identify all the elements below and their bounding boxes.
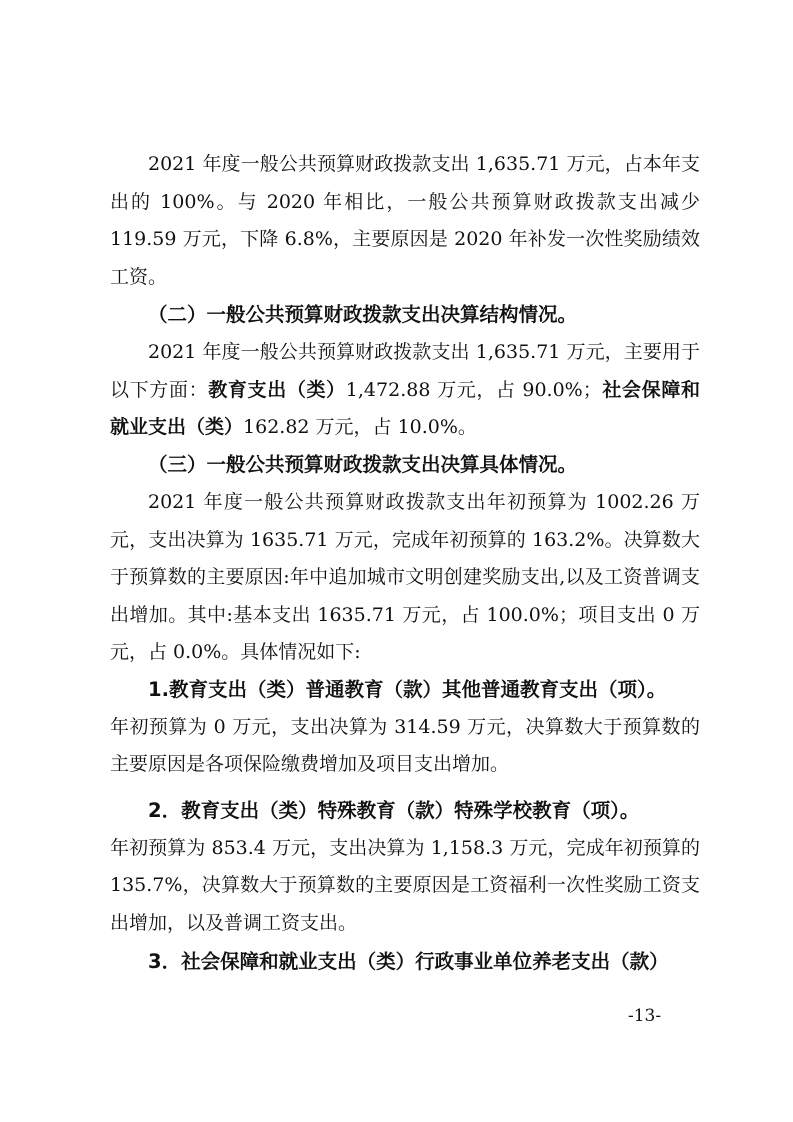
- item-text: 年初预算为 853.4 万元，支出决算为 1,158.3 万元，完成年初预算的 135.7%，决算数大于预算数的主要原因是工资福利一次性奖励工资支出增加，以及普调工资支出。: [110, 836, 700, 934]
- paragraph-expenditure-summary: [110, 146, 700, 296]
- item-heading: 1.教育支出（类）普通教育（款）其他普通教育支出（项）。: [148, 678, 667, 701]
- item-heading: 3．社会保障和就业支出（类）行政事业单位养老支出（款）: [148, 950, 669, 973]
- bold-category-education: 教育支出（类）: [208, 378, 346, 401]
- paragraph-text: 2021 年度一般公共预算财政拨款支出年初预算为 1002.26 万元，支出决算为 1635.71 万元，完成年初预算的 163.2%。决算数大于预算数的主要原因:年中追加城市文明创建奖励支出,以及工资普调支出增加。其中:基本支出 1635.71 万元，占 100.0%；项目支出 0 万元，占 0.0%。具体情况如下:: [110, 491, 700, 663]
- text-run: 2021 年度一般公共预算财政拨款支出 1,635.71 万元，主要用于以下方面：: [110, 341, 700, 401]
- paragraph-text: [110, 334, 700, 447]
- page-number: -13-: [628, 1006, 662, 1026]
- text-run: 162.82 万元，占 10.0%。: [243, 416, 477, 438]
- bold-category-social-security: 社会保障和就业支出（类）: [110, 378, 700, 438]
- item-2: [110, 792, 700, 942]
- paragraph-expenditure-details: [110, 484, 700, 672]
- item-3: [110, 943, 700, 981]
- item-text: 年初预算为 0 万元，支出决算为 314.59 万元，决算数大于预算数的主要原因是各项保险缴费增加及项目支出增加。: [110, 715, 700, 775]
- item-1: [110, 671, 700, 784]
- heading-text: （二）一般公共预算财政拨款支出决算结构情况。: [148, 303, 578, 326]
- section-heading-details: [110, 446, 700, 484]
- paragraph-expenditure-structure: [110, 334, 700, 447]
- paragraph-text: 2021 年度一般公共预算财政拨款支出 1,635.71 万元，占本年支出的 100%。与 2020 年相比，一般公共预算财政拨款支出减少 119.59 万元，下降 6.8%，主要原因是 2020 年补发一次性奖励绩效工资。: [110, 153, 700, 288]
- item-heading: 2．教育支出（类）特殊教育（款）特殊学校教育（项）。: [148, 799, 640, 822]
- heading-text: （三）一般公共预算财政拨款支出决算具体情况。: [148, 453, 578, 476]
- text-run: 1,472.88 万元，占 90.0%；: [345, 378, 602, 401]
- section-heading-structure: [110, 296, 700, 334]
